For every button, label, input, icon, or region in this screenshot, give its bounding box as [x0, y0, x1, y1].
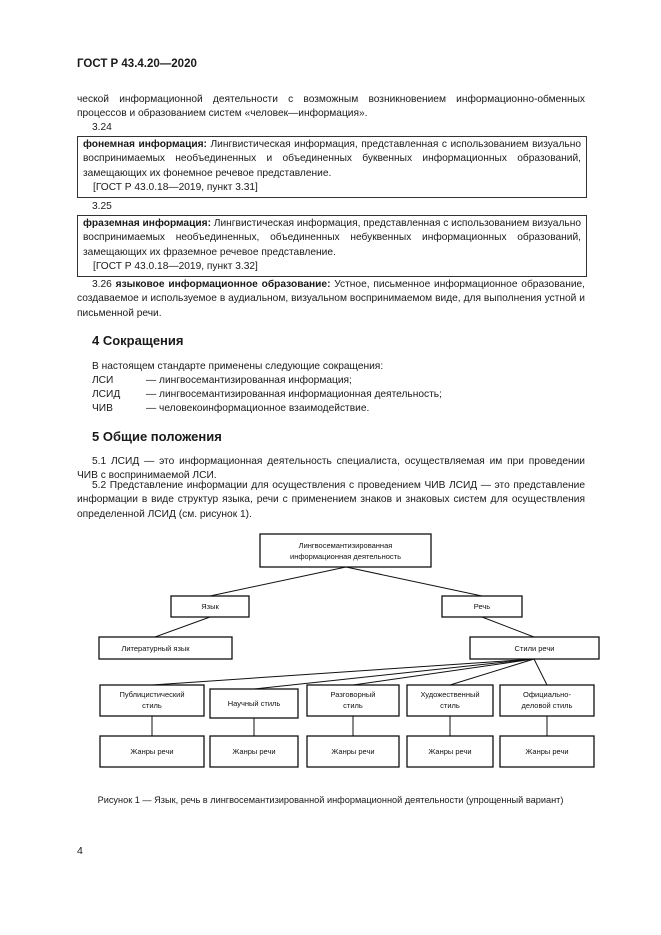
- term-definition: Лингвистическая информация, представленная с использованием визуально воспринимаемых необъединенных и объединенных буквенных информационных образований, замещающих их фонемное речевое представление.: [83, 139, 581, 179]
- style-label-line2: стиль: [142, 701, 162, 710]
- speech-label: Речь: [473, 602, 491, 611]
- term-number: 3.26: [92, 279, 112, 290]
- style-label-line2: деловой стиль: [521, 701, 573, 710]
- abbreviation-key: ЛСИ: [92, 375, 114, 386]
- document-header: ГОСТ Р 43.4.20—2020: [77, 58, 197, 70]
- term-reference: [ГОСТ Р 43.0.18—2019, пункт 3.31]: [93, 181, 258, 193]
- abbreviation-text: — лингвосемантизированная информационная деятельность;: [146, 389, 442, 400]
- language-label: Язык: [201, 602, 219, 611]
- genre-label: Жанры речи: [331, 747, 375, 756]
- term-definition: Устное, письменное информационное образование, создаваемое и используемое в аудиальном, визуальном воспринимаемом виде, для выполнения устной и письменной речи.: [77, 279, 586, 319]
- style-label-line2: стиль: [440, 701, 460, 710]
- page-number: 4: [77, 845, 83, 857]
- root-label-line2: информационная деятельность: [290, 552, 401, 561]
- genre-label: Жанры речи: [525, 747, 569, 756]
- term-reference: [ГОСТ Р 43.0.18—2019, пункт 3.32]: [93, 260, 258, 272]
- continuation-paragraph: ческой информационной деятельности с возможным возникновением информационно-обменных процессов и образованием систем «человек—информация».: [77, 94, 585, 120]
- style-label-line1: Художественный: [420, 690, 480, 699]
- term-number-3-25: 3.25: [92, 201, 112, 212]
- abbreviation-key: ЧИВ: [92, 403, 113, 414]
- figure-caption: Рисунок 1 — Язык, речь в лингвосемантизированной информационной деятельности (упрощенный вариант): [97, 795, 564, 805]
- genre-label: Жанры речи: [130, 747, 174, 756]
- root-label-line1: Лингвосемантизированная: [298, 541, 393, 550]
- abbreviations-intro: В настоящем стандарте применены следующие сокращения:: [92, 361, 384, 372]
- term-name: фраземная информация:: [83, 218, 211, 229]
- term-number-3-24: 3.24: [92, 122, 112, 133]
- section-4-title: 4 Сокращения: [92, 333, 184, 348]
- term-definition: Лингвистическая информация, представленная с использованием визуально воспринимаемых необъединенных, объединенных небуквенных информационных образований, замещающих их фраземное речевое представление.: [83, 218, 581, 258]
- styles-label: Стили речи: [514, 644, 555, 653]
- paragraph-5-2: 5.2 Представление информации для осуществления с проведением ЧИВ ЛСИД — это представление информации в виде структур языка, речи с применением знаков и знаковых систем для осуществления определенной ЛСИД (см. рисунок 1).: [77, 480, 585, 520]
- genre-label: Жанры речи: [428, 747, 472, 756]
- literary-label: Литературный язык: [121, 644, 190, 653]
- style-label-line1: Разговорный: [330, 690, 376, 699]
- style-label-line1: Публицистический: [119, 690, 185, 699]
- abbreviation-text: — человекоинформационное взаимодействие.: [146, 403, 370, 414]
- style-label-line1: Официально-: [523, 690, 571, 699]
- section-5-title: 5 Общие положения: [92, 429, 222, 444]
- style-label-line2: стиль: [343, 701, 363, 710]
- root-box: [260, 534, 431, 567]
- abbreviation-text: — лингвосемантизированная информация;: [146, 375, 352, 386]
- style-label-line1: Научный стиль: [227, 699, 281, 708]
- paragraph-5-1: 5.1 ЛСИД — это информационная деятельность специалиста, осуществляемая им при проведении ЧИВ с воспринимаемой ЛСИ.: [77, 456, 585, 482]
- term-name: языковое информационное образование:: [115, 279, 331, 290]
- genre-label: Жанры речи: [232, 747, 276, 756]
- abbreviation-key: ЛСИД: [92, 389, 121, 400]
- term-name: фонемная информация:: [83, 139, 207, 150]
